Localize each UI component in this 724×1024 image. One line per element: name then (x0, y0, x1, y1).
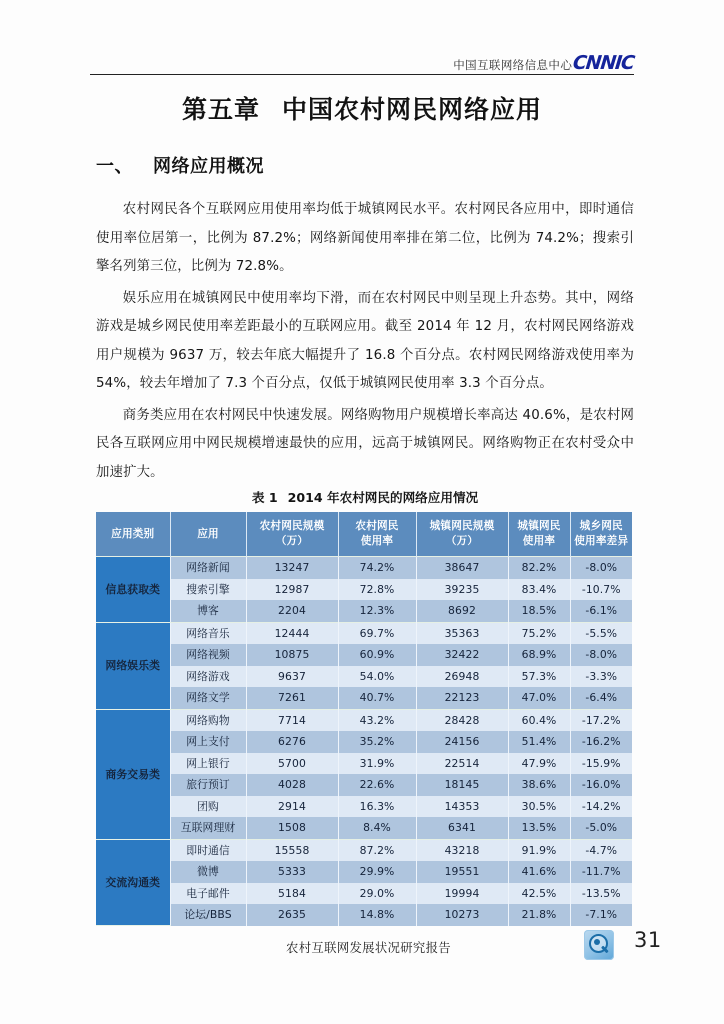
page-title (90, 90, 634, 126)
organization-name: 中国互联网络信息中心 (453, 58, 573, 72)
urban-rate-cell: 47.9% (508, 753, 570, 775)
body-copy (96, 196, 634, 490)
cnnic-logo: CNNIC (572, 52, 636, 74)
rate-difference-cell: -15.9% (570, 753, 632, 775)
table-row (96, 666, 632, 688)
rural-scale-cell: 7261 (246, 687, 338, 709)
network-application-table (96, 512, 632, 926)
column-header-application (170, 512, 246, 557)
column-header-rate-difference-line1: 城乡网民 (579, 520, 623, 532)
table-caption-label: 表 1 (251, 490, 278, 505)
magnifier-badge-icon (584, 930, 614, 960)
rural-rate-cell: 69.7% (338, 622, 416, 644)
footer-report-title: 农村互联网发展状况研究报告 (286, 940, 451, 955)
urban-rate-cell: 51.4% (508, 731, 570, 753)
rural-scale-cell: 9637 (246, 666, 338, 688)
application-cell: 网络文学 (170, 687, 246, 709)
urban-scale-cell: 22123 (416, 687, 508, 709)
urban-scale-cell: 14353 (416, 796, 508, 818)
rate-difference-cell: -3.3% (570, 666, 632, 688)
urban-rate-cell: 42.5% (508, 883, 570, 905)
application-cell: 网络新闻 (170, 557, 246, 579)
urban-rate-cell: 57.3% (508, 666, 570, 688)
table-row (96, 687, 632, 709)
column-header-urban-scale-line2: （万） (445, 535, 479, 547)
column-header-urban-scale-line1: 城镇网民规模 (429, 520, 495, 532)
rate-difference-cell: -10.7% (570, 579, 632, 601)
rural-scale-cell: 5184 (246, 883, 338, 905)
table-row (96, 600, 632, 622)
rural-scale-cell: 10875 (246, 644, 338, 666)
application-cell: 电子邮件 (170, 883, 246, 905)
rural-scale-cell: 1508 (246, 817, 338, 839)
urban-rate-cell: 41.6% (508, 861, 570, 883)
rural-scale-cell: 2914 (246, 796, 338, 818)
table-row (96, 796, 632, 818)
rural-rate-cell: 16.3% (338, 796, 416, 818)
rural-scale-cell: 5700 (246, 753, 338, 775)
rural-rate-cell: 87.2% (338, 839, 416, 861)
rural-rate-cell: 54.0% (338, 666, 416, 688)
application-cell: 网络游戏 (170, 666, 246, 688)
header-brand (453, 52, 634, 74)
rate-difference-cell: -11.7% (570, 861, 632, 883)
rural-scale-cell: 7714 (246, 709, 338, 731)
rural-scale-cell: 12987 (246, 579, 338, 601)
column-header-rate-difference (570, 512, 632, 557)
rural-scale-cell: 2204 (246, 600, 338, 622)
application-cell: 博客 (170, 600, 246, 622)
column-header-urban-rate-line1: 城镇网民 (517, 520, 561, 532)
rate-difference-cell: -5.0% (570, 817, 632, 839)
urban-scale-cell: 35363 (416, 622, 508, 644)
rate-difference-cell: -5.5% (570, 622, 632, 644)
rural-rate-cell: 40.7% (338, 687, 416, 709)
table-row (96, 557, 632, 579)
rate-difference-cell: -16.0% (570, 774, 632, 796)
urban-rate-cell: 75.2% (508, 622, 570, 644)
table-row (96, 861, 632, 883)
table-caption-title: 2014 年农村网民的网络应用情况 (287, 490, 479, 505)
rural-scale-cell: 13247 (246, 557, 338, 579)
table-row (96, 579, 632, 601)
rate-difference-cell: -17.2% (570, 709, 632, 731)
rural-scale-cell: 15558 (246, 839, 338, 861)
rural-rate-cell: 29.0% (338, 883, 416, 905)
urban-scale-cell: 28428 (416, 709, 508, 731)
table-header-row (96, 512, 632, 557)
rural-scale-cell: 6276 (246, 731, 338, 753)
rural-rate-cell: 31.9% (338, 753, 416, 775)
application-cell: 旅行预订 (170, 774, 246, 796)
urban-scale-cell: 24156 (416, 731, 508, 753)
rural-rate-cell: 60.9% (338, 644, 416, 666)
table-row (96, 731, 632, 753)
urban-rate-cell: 83.4% (508, 579, 570, 601)
paragraph-1: 农村网民各个互联网应用使用率均低于城镇网民水平。农村网民各应用中，即时通信使用率位居第一，比例为 87.2%；网络新闻使用率排在第二位，比例为 74.2%；搜索引擎名列第三位，比例为 72.8%。 (96, 202, 634, 274)
rural-rate-cell: 14.8% (338, 904, 416, 926)
column-header-rural-scale (246, 512, 338, 557)
urban-rate-cell: 68.9% (508, 644, 570, 666)
urban-rate-cell: 38.6% (508, 774, 570, 796)
urban-scale-cell: 19551 (416, 861, 508, 883)
urban-rate-cell: 82.2% (508, 557, 570, 579)
urban-scale-cell: 8692 (416, 600, 508, 622)
column-header-category (96, 512, 170, 557)
application-cell: 网上支付 (170, 731, 246, 753)
rate-difference-cell: -8.0% (570, 644, 632, 666)
table-row (96, 883, 632, 905)
rural-rate-cell: 74.2% (338, 557, 416, 579)
column-header-urban-rate (508, 512, 570, 557)
rate-difference-cell: -7.1% (570, 904, 632, 926)
urban-rate-cell: 47.0% (508, 687, 570, 709)
rate-difference-cell: -4.7% (570, 839, 632, 861)
rural-scale-cell: 12444 (246, 622, 338, 644)
urban-scale-cell: 43218 (416, 839, 508, 861)
rural-scale-cell: 5333 (246, 861, 338, 883)
column-header-urban-rate-line2: 使用率 (522, 535, 556, 547)
urban-rate-cell: 91.9% (508, 839, 570, 861)
rural-rate-cell: 29.9% (338, 861, 416, 883)
category-cell: 交流沟通类 (96, 839, 170, 926)
urban-scale-cell: 26948 (416, 666, 508, 688)
urban-scale-cell: 10273 (416, 904, 508, 926)
category-cell: 信息获取类 (96, 557, 170, 623)
section-heading (96, 152, 264, 178)
application-cell: 网络视频 (170, 644, 246, 666)
urban-rate-cell: 30.5% (508, 796, 570, 818)
application-cell: 团购 (170, 796, 246, 818)
category-cell: 网络娱乐类 (96, 622, 170, 709)
urban-rate-cell: 18.5% (508, 600, 570, 622)
application-cell: 微博 (170, 861, 246, 883)
category-cell: 商务交易类 (96, 709, 170, 839)
page-footer (96, 928, 662, 974)
table-row (96, 644, 632, 666)
column-header-urban-scale (416, 512, 508, 557)
urban-rate-cell: 60.4% (508, 709, 570, 731)
application-cell: 网络购物 (170, 709, 246, 731)
column-header-rural-scale-line1: 农村网民规模 (259, 520, 325, 532)
table-row (96, 753, 632, 775)
rate-difference-cell: -16.2% (570, 731, 632, 753)
page-number: 31 (634, 928, 662, 952)
chapter-title-text: 中国农村网民网络应用 (282, 95, 543, 124)
column-header-application-line1: 应用 (197, 527, 219, 540)
page-header (90, 44, 634, 74)
urban-rate-cell: 13.5% (508, 817, 570, 839)
rural-rate-cell: 8.4% (338, 817, 416, 839)
urban-scale-cell: 18145 (416, 774, 508, 796)
column-header-rural-rate (338, 512, 416, 557)
rate-difference-cell: -14.2% (570, 796, 632, 818)
section-title-text: 网络应用概况 (153, 156, 264, 177)
rate-difference-cell: -8.0% (570, 557, 632, 579)
column-header-rural-scale-line2: （万） (275, 535, 309, 547)
rate-difference-cell: -6.1% (570, 600, 632, 622)
urban-rate-cell: 21.8% (508, 904, 570, 926)
application-cell: 即时通信 (170, 839, 246, 861)
table-row (96, 817, 632, 839)
table-body (96, 557, 632, 926)
rural-scale-cell: 4028 (246, 774, 338, 796)
table-caption (96, 487, 634, 506)
rural-rate-cell: 43.2% (338, 709, 416, 731)
section-number: 一、 (96, 156, 133, 177)
paragraph-2: 娱乐应用在城镇网民中使用率均下滑，而在农村网民中则呈现上升态势。其中，网络游戏是城乡网民使用率差距最小的互联网应用。截至 2014 年 12 月，农村网民网络游戏用户规模为 9637 万，较去年底大幅提升了 16.8 个百分点。农村网民网络游戏使用率为 54%，较去年增加了 7.3 个百分点，仅低于城镇网民使用率 3.3 个百分点。 (96, 290, 634, 391)
table-row (96, 622, 632, 644)
column-header-rate-difference-line2: 使用率差异 (574, 535, 629, 547)
rural-rate-cell: 12.3% (338, 600, 416, 622)
application-cell: 互联网理财 (170, 817, 246, 839)
urban-scale-cell: 32422 (416, 644, 508, 666)
column-header-category-line1: 应用类别 (111, 527, 155, 540)
rural-rate-cell: 22.6% (338, 774, 416, 796)
paragraph-3: 商务类应用在农村网民中快速发展。网络购物用户规模增长率高达 40.6%，是农村网民各互联网应用中网民规模增速最快的应用，远高于城镇网民。网络购物正在农村受众中加速扩大。 (96, 407, 634, 480)
application-cell: 网络音乐 (170, 622, 246, 644)
header-divider (90, 74, 634, 75)
application-cell: 网上银行 (170, 753, 246, 775)
urban-scale-cell: 19994 (416, 883, 508, 905)
table-row (96, 774, 632, 796)
column-header-rural-rate-line1: 农村网民 (355, 520, 399, 532)
rural-scale-cell: 2635 (246, 904, 338, 926)
rural-rate-cell: 72.8% (338, 579, 416, 601)
urban-scale-cell: 38647 (416, 557, 508, 579)
rate-difference-cell: -6.4% (570, 687, 632, 709)
table-row (96, 839, 632, 861)
urban-scale-cell: 39235 (416, 579, 508, 601)
rural-rate-cell: 35.2% (338, 731, 416, 753)
table-row (96, 904, 632, 926)
urban-scale-cell: 22514 (416, 753, 508, 775)
chapter-number: 第五章 (181, 95, 260, 124)
application-cell: 搜索引擎 (170, 579, 246, 601)
table-row (96, 709, 632, 731)
application-cell: 论坛/BBS (170, 904, 246, 926)
rate-difference-cell: -13.5% (570, 883, 632, 905)
urban-scale-cell: 6341 (416, 817, 508, 839)
column-header-rural-rate-line2: 使用率 (360, 535, 394, 547)
